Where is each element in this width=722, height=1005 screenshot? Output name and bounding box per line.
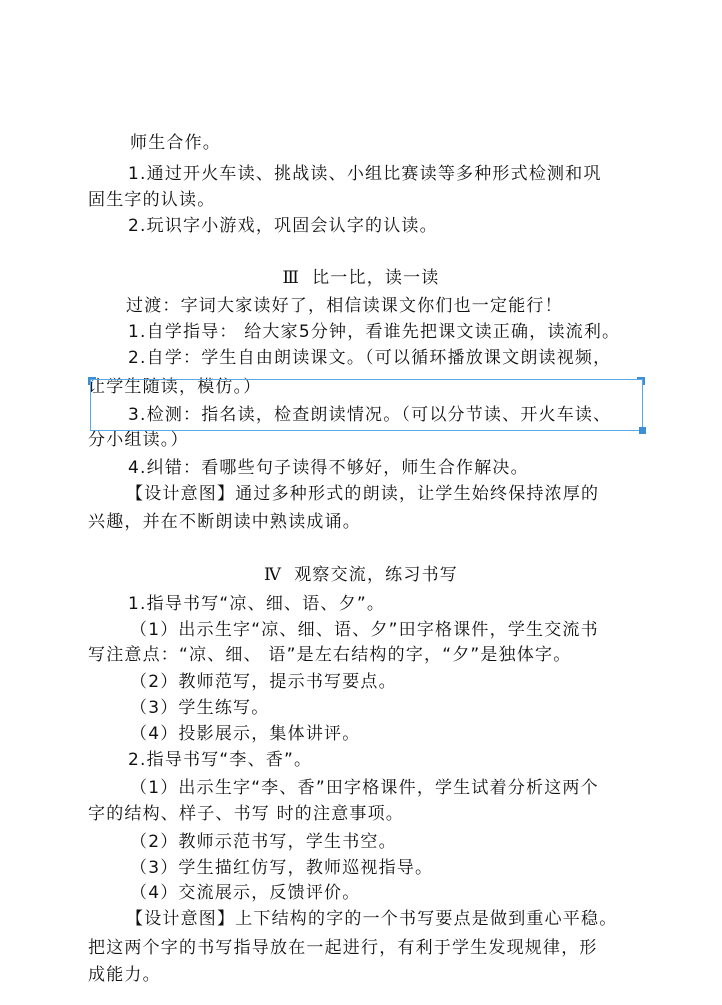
paragraph-line: 2.玩识字小游戏，巩固会认字的认读。 [128,216,438,236]
selection-handle-bottom-right[interactable] [639,427,646,434]
paragraph-line: （2）教师示范书写，学生书空。 [130,832,397,852]
paragraph-line: （2）教师范写，提示书写要点。 [130,672,397,692]
paragraph-line: 【设计意图】上下结构的字的一个书写要点是做到重心平稳。 [126,909,618,929]
text-selection-frame[interactable] [90,379,643,431]
paragraph-line: 1.自学指导： 给大家5分钟，看谁先把课文读正确，读流利。 [128,322,621,342]
paragraph-line: 1.通过开火车读、挑战读、小组比赛读等多种形式检测和巩 [128,164,602,184]
selection-handle-top-left[interactable] [88,377,96,385]
paragraph-line: 2.自学：学生自由朗读课文。（可以循环播放课文朗读视频， [128,348,612,368]
paragraph-line: 分小组读。） [88,430,189,450]
paragraph-line: 把这两个字的书写指导放在一起进行，有利于学生发现规律，形 [88,938,598,958]
paragraph-line: （3）学生练写。 [130,698,270,718]
paragraph-line: 【设计意图】通过多种形式的朗读，让学生始终保持浓厚的 [126,484,600,504]
paragraph-line: （1）出示生字“凉、细、语、夕”田字格课件，学生交流书 [130,620,599,640]
paragraph-line: （4）投影展示，集体讲评。 [130,724,361,744]
section-numeral: Ⅲ [282,268,301,288]
paragraph-line: 3.检测：指名读，检查朗读情况。（可以分节读、开火车读、 [128,405,612,425]
paragraph-line: 4.纠错：看哪些句子读得不够好，师生合作解决。 [128,458,529,478]
paragraph-line: 师生合作。 [130,133,221,153]
section-heading-3 [0,266,722,290]
section-heading-4 [0,563,722,587]
paragraph-line: 成能力。 [88,965,161,985]
paragraph-line: 1.指导书写“凉、细、语、夕”。 [128,594,386,614]
paragraph-line: 固生字的认读。 [88,190,216,210]
paragraph-line: 写注意点：“凉、细、 语”是左右结构的字，“夕”是独体字。 [88,645,572,665]
paragraph-line: （1）出示生字“李、香”田字格课件，学生试着分析这两个 [130,778,599,798]
section-numeral: Ⅳ [264,565,283,585]
paragraph-line: （4）交流展示，反馈评价。 [130,883,361,903]
paragraph-line: 2.指导书写“李、香”。 [128,750,313,770]
section-title: 观察交流，练习书写 [294,565,458,585]
paragraph-line: （3）学生描红仿写，教师巡视指导。 [130,858,434,878]
paragraph-line: 字的结构、样子、书写 时的注意事项。 [88,804,405,824]
paragraph-line: 让学生随读，模仿。） [88,377,262,397]
paragraph-line: 过渡：字词大家读好了，相信读课文你们也一定能行！ [126,296,563,316]
section-title: 比一比，读一读 [312,268,440,288]
selection-handle-top-right[interactable] [637,377,645,385]
paragraph-line: 兴趣，并在不断朗读中熟读成诵。 [88,512,361,532]
